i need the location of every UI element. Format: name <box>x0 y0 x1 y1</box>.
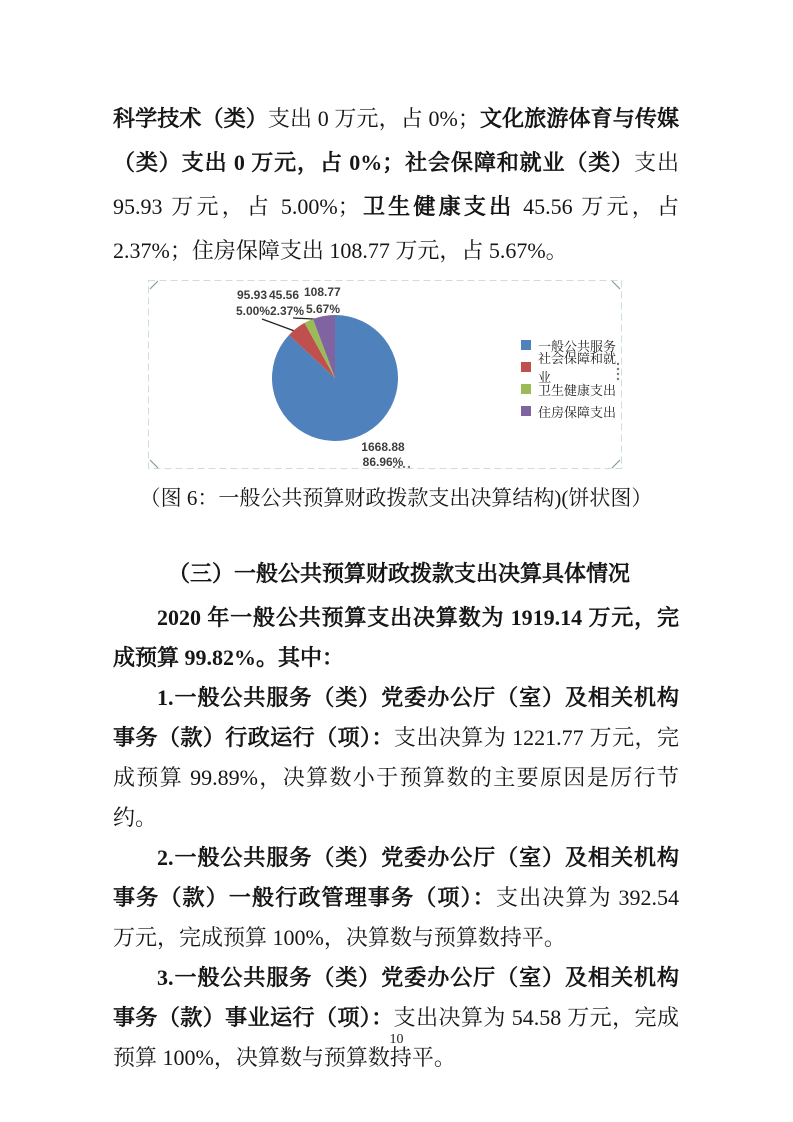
data-label-pct-housing: 5.67% <box>306 302 341 316</box>
data-label-pct-health: 2.37% <box>270 304 305 318</box>
data-label-pct-general: 86.96% <box>362 455 404 469</box>
legend-swatch-green <box>521 384 531 394</box>
section-heading: （三）一般公共预算财政拨款支出决算具体情况 <box>168 561 631 586</box>
data-label-value-social: 95.93 <box>237 288 268 302</box>
text-run: 支出 0 万元，占 0%； <box>267 106 480 131</box>
text-run: 文化旅游体育与传媒（类）支出 0 万元，占 0%；社会保障和就业（类） <box>113 106 679 175</box>
legend-item <box>521 351 622 385</box>
body-text-column <box>113 0 679 1078</box>
legend-swatch-blue <box>521 340 531 350</box>
data-label-value-housing: 108.77 <box>304 285 341 299</box>
item-lead: 3.一般公共服务（类）党委办公厅（室）及相关机构事务（款）事业运行（项）： <box>113 965 679 1030</box>
text-run: 科学技术（类） <box>113 106 268 131</box>
legend-label: 社会保障和就业 <box>538 351 617 385</box>
text-run: 卫生健康支出 <box>359 194 515 219</box>
legend-swatch-purple <box>521 406 531 416</box>
pie-chart-figure <box>148 280 622 469</box>
item-paragraph-1 <box>113 678 679 838</box>
item-paragraph-3 <box>113 958 679 1078</box>
item-lead: 1.一般公共服务（类）党委办公厅（室）及相关机构事务（款）行政运行（项）： <box>113 685 679 750</box>
data-label-pct-social: 5.00% <box>236 304 271 318</box>
page-number: 10 <box>389 1032 404 1047</box>
item-body: 支出决算为 54.58 万元，完成预算 100%，决算数与预算数持平。 <box>113 1005 679 1070</box>
data-label-value-general: 1668.88 <box>361 440 405 454</box>
legend-item <box>521 400 622 422</box>
chart-legend <box>521 334 622 422</box>
item-body: 支出决算为 1221.77 万元，完成预算 99.89%，决算数小于预算数的主要原因是厉行节约。 <box>113 725 679 830</box>
intro-paragraph <box>113 97 679 273</box>
legend-label: 卫生健康支出 <box>538 382 617 398</box>
legend-label: 一般公共服务 <box>538 338 617 354</box>
legend-label: 住房保障支出 <box>538 404 617 420</box>
item-lead: 2.一般公共服务（类）党委办公厅（室）及相关机构事务（款）一般行政管理事务（项）： <box>113 845 679 910</box>
data-label-general-public <box>346 440 420 470</box>
legend-item <box>521 378 622 400</box>
figure-caption: （图 6：一般公共预算财政拨款支出决算结构)(饼状图） <box>139 486 653 510</box>
item-body: 支出决算为 392.54 万元，完成预算 100%，决算数与预算数持平。 <box>113 885 679 950</box>
legend-swatch-red <box>521 362 531 372</box>
overview-paragraph: 2020 年一般公共预算支出决算数为 1919.14 万元，完成预算 99.82%。其中： <box>113 605 679 670</box>
text-run: 支出 95.93 万元，占 5.00%； <box>113 150 679 219</box>
pie-slices <box>272 315 398 441</box>
data-label-value-health: 45.56 <box>269 288 300 302</box>
text-run: 45.56 万元，占 2.37%；住房保障支出 108.77 万元，占 5.67%。 <box>113 194 679 263</box>
item-paragraph-2 <box>113 838 679 958</box>
